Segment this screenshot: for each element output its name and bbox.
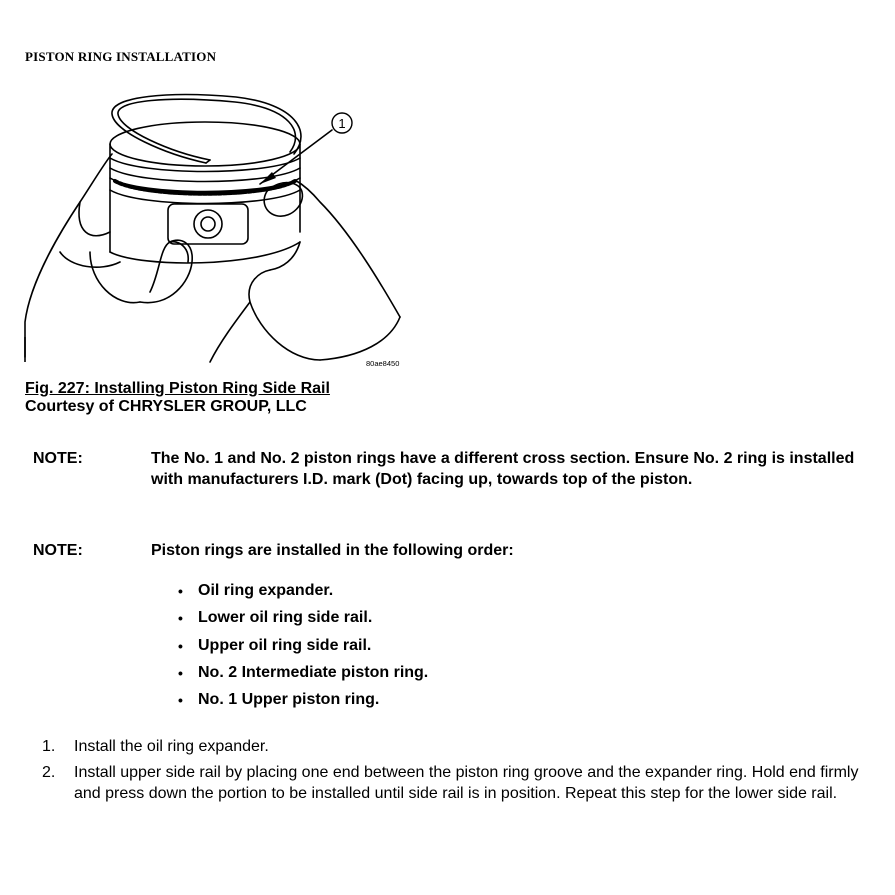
figure-caption <box>25 380 330 416</box>
bullet-icon: • <box>178 583 183 599</box>
caption-title: Fig. 227: Installing Piston Ring Side Rail <box>25 380 330 397</box>
ring-order-list <box>178 579 428 715</box>
list-item: • Upper oil ring side rail. <box>178 634 428 661</box>
procedure-steps <box>42 736 874 809</box>
note-text: The No. 1 and No. 2 piston rings have a different cross section. Ensure No. 2 ring is installed with manufacturers I.D. mark (Dot) facing up, towards top of the piston. <box>151 450 855 488</box>
caption-credit: Courtesy of CHRYSLER GROUP, LLC <box>25 398 307 415</box>
note-text: Piston rings are installed in the following order: <box>151 542 514 559</box>
list-item: • No. 2 Intermediate piston ring. <box>178 661 428 688</box>
page-heading: PISTON RING INSTALLATION <box>25 49 217 64</box>
bullet-icon: • <box>178 692 183 709</box>
note-label: NOTE: <box>33 542 83 559</box>
list-item: • No. 1 Upper piston ring. <box>178 688 428 715</box>
bullet-icon: • <box>178 637 183 654</box>
figure-id: 80ae8450 <box>366 359 400 368</box>
list-item: • Lower oil ring side rail. <box>178 606 428 633</box>
step-item <box>42 762 874 804</box>
bullet-icon: • <box>178 664 183 681</box>
bullet-icon: • <box>178 610 183 627</box>
step-text: Install the oil ring expander. <box>74 738 269 755</box>
step-number: 1. <box>42 738 56 755</box>
step-text: Install upper side rail by placing one end between the piston ring groove and the expander ring. Hold end firmly and press down the portion to be installed until side rail is in position. Repeat this step for the lower side rail. <box>74 764 859 802</box>
step-number: 2. <box>42 764 56 781</box>
step-item <box>42 736 874 757</box>
list-item: • Oil ring expander. <box>178 579 428 606</box>
piston-ring-illustration <box>20 92 420 372</box>
callout-number: 1 <box>338 116 346 131</box>
note-label: NOTE: <box>33 450 83 467</box>
